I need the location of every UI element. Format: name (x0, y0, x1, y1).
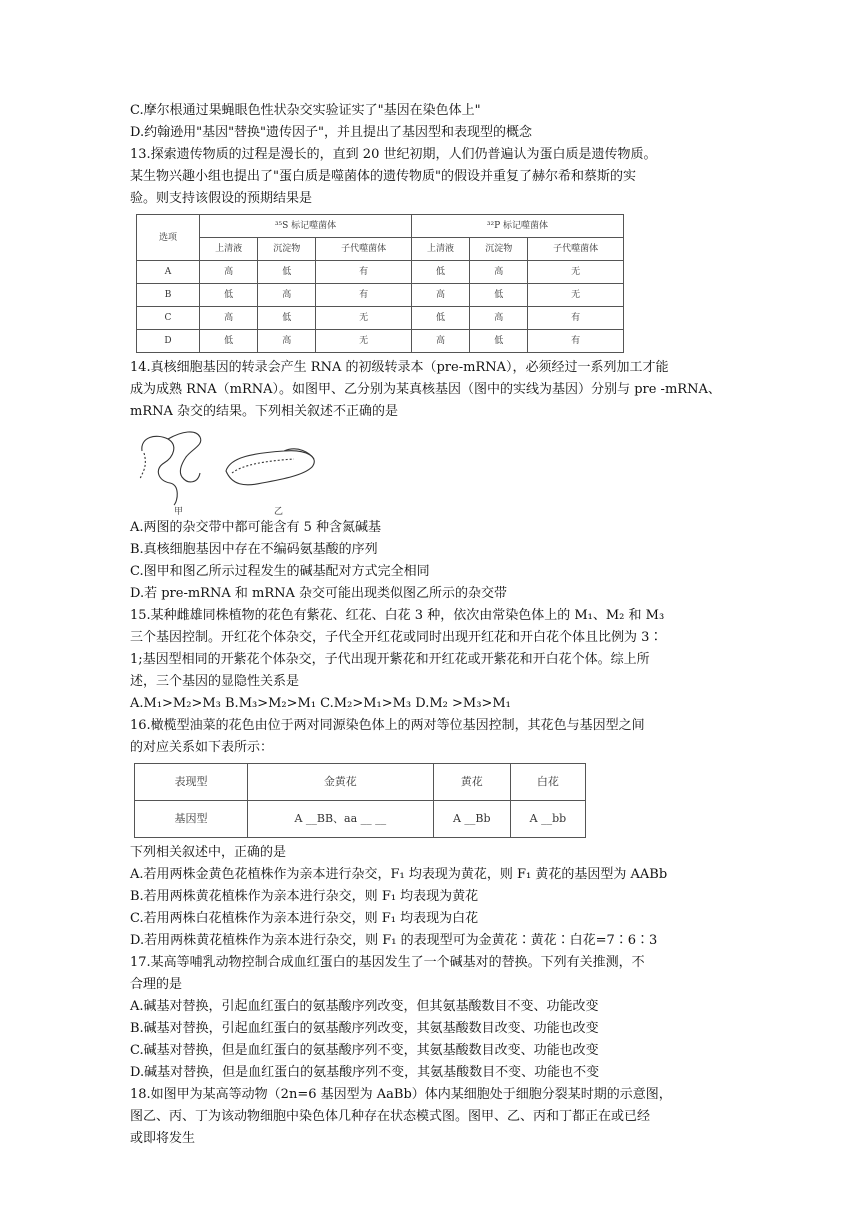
q17-option-a: A.碱基对替换，引起血红蛋白的氨基酸序列改变，但其氨基酸数目不变、功能改变 (130, 999, 599, 1014)
q13-subheader: 上清液 (411, 238, 469, 261)
q17-option-c: C.碱基对替换，但是血红蛋白的氨基酸序列不变，其氨基酸数目改变、功能也改变 (130, 1043, 599, 1058)
table-cell: 有 (528, 330, 624, 353)
table-cell: 高 (258, 284, 316, 307)
table-cell: 黄花 (433, 764, 510, 801)
table-cell: 无 (316, 307, 412, 330)
exam-page (130, 100, 730, 1150)
q17-stem-line2: 合理的是 (130, 977, 183, 992)
table-cell: 高 (411, 284, 469, 307)
table-cell: 有 (528, 307, 624, 330)
q18-stem-line2: 图乙、丙、丁为该动物细胞中染色体几种存在状态模式图。图甲、乙、丙和丁都正在或已经 (130, 1109, 651, 1124)
table-row (135, 764, 586, 801)
table-cell: 无 (528, 284, 624, 307)
q16-stem-line3: 下列相关叙述中，正确的是 (130, 845, 287, 860)
q13-stem-line1: 13.探索遗传物质的过程是漫长的，直到 20 世纪初期，人们仍普遍认为蛋白质是遗传物质。 (130, 147, 657, 162)
q14-stem-line2: 成为成熟 RNA（mRNA）。如图甲、乙分别为某真核基因（图中的实线为基因）分别与 pre -mRNA、 (130, 382, 721, 397)
figure-label-yi: 乙 (274, 507, 284, 517)
table-cell: 低 (411, 261, 469, 284)
table-cell: 高 (470, 307, 528, 330)
table-row (135, 801, 586, 838)
table-cell: A __bb (510, 801, 585, 838)
table-cell: 有 (316, 261, 412, 284)
q18-stem-line1: 18.如图甲为某高等动物（2n=6 基因型为 AaBb）体内某细胞处于细胞分裂某时期的示意图， (130, 1087, 672, 1102)
q15-stem-line4: 述，三个基因的显隐性关系是 (130, 674, 300, 689)
q13-header-s35: ³⁵S 标记噬菌体 (200, 215, 412, 238)
table-cell: 无 (528, 261, 624, 284)
q14-option-a: A.两图的杂交带中都可能含有 5 种含氮碱基 (130, 520, 382, 535)
q12-option-d: D.约翰逊用"基因"替换"遗传因子"，并且提出了基因型和表现型的概念 (130, 125, 533, 140)
q13-subheader: 子代噬菌体 (316, 238, 412, 261)
q15-stem-line1: 15.某种雌雄同株植物的花色有紫花、红花、白花 3 种，依次由常染色体上的 M₁、M₂ 和 M₃ (130, 608, 665, 623)
q13-table (136, 214, 624, 353)
q13-subheader: 沉淀物 (470, 238, 528, 261)
q15-stem-line3: 1;基因型相同的开紫花个体杂交，子代出现开紫花和开红花或开紫花和开白花个体。综上所 (130, 652, 650, 667)
q16-option-b: B.若用两株黄花植株作为亲本进行杂交，则 F₁ 均表现为黄花 (130, 889, 479, 904)
table-cell: 低 (200, 330, 258, 353)
table-cell: 低 (411, 307, 469, 330)
figure-yi-hybrid (226, 451, 314, 485)
table-row (137, 330, 624, 353)
q15-stem-line2: 三个基因控制。开红花个体杂交，子代全开红花或同时出现开红花和开白花个体且比例为 3∶ (130, 630, 663, 645)
q16-table (134, 763, 586, 838)
figure-jia-gene-strand (142, 436, 177, 505)
q13-stem-line2: 某生物兴趣小组也提出了"蛋白质是噬菌体的遗传物质"的假设并重复了赫尔希和蔡斯的实 (130, 169, 636, 184)
table-cell: D (137, 330, 200, 353)
table-cell: 低 (470, 284, 528, 307)
q14-hybridization-figure (134, 427, 354, 515)
q16-header-genotype: 基因型 (135, 801, 248, 838)
table-cell: A __Bb (433, 801, 510, 838)
q14-option-c: C.图甲和图乙所示过程发生的碱基配对方式完全相同 (130, 564, 430, 579)
q16-stem-line2: 的对应关系如下表所示： (130, 740, 274, 755)
table-cell: 低 (258, 261, 316, 284)
q13-header-p32: ³²P 标记噬菌体 (411, 215, 623, 238)
table-cell: A (137, 261, 200, 284)
table-row (137, 307, 624, 330)
table-cell: 无 (316, 330, 412, 353)
figure-yi-inner (232, 459, 294, 473)
table-cell: B (137, 284, 200, 307)
q14-option-d: D.若 pre-mRNA 和 mRNA 杂交可能出现类似图乙所示的杂交带 (130, 586, 508, 601)
q16-header-phenotype: 表现型 (135, 764, 248, 801)
q14-stem-line1: 14.真核细胞基因的转录会产生 RNA 的初级转录本（pre-mRNA），必须经过一系列加工才能 (130, 360, 669, 375)
q13-subheader: 上清液 (200, 238, 258, 261)
q14-stem-line3: mRNA 杂交的结果。下列相关叙述不正确的是 (130, 404, 399, 419)
hybrid-diagram (134, 427, 354, 515)
q13-subheader: 子代噬菌体 (528, 238, 624, 261)
q16-option-a: A.若用两株金黄色花植株作为亲本进行杂交，F₁ 均表现为黄花，则 F₁ 黄花的基因型为 AABb (130, 867, 668, 882)
q17-stem-line1: 17.某高等哺乳动物控制合成血红蛋白的基因发生了一个碱基对的替换。下列有关推测，不 (130, 955, 645, 970)
table-cell: 低 (258, 307, 316, 330)
table-cell: 低 (470, 330, 528, 353)
table-row (137, 261, 624, 284)
q13-stem-line3: 验。则支持该假设的预期结果是 (130, 191, 313, 206)
q16-option-d: D.若用两株黄花植株作为亲本进行杂交，则 F₁ 的表现型可为金黄花∶黄花∶白花=7∶6∶3 (130, 933, 658, 948)
table-cell: C (137, 307, 200, 330)
table-cell: A __BB、aa __ __ (248, 801, 434, 838)
q15-options: A.M₁>M₂>M₃ B.M₃>M₂>M₁ C.M₂>M₁>M₃ D.M₂ >M₃>M₁ (130, 696, 511, 711)
table-cell: 高 (200, 261, 258, 284)
q16-stem-line1: 16.橄榄型油菜的花色由位于两对同源染色体上的两对等位基因控制，其花色与基因型之间 (130, 718, 645, 733)
table-cell: 低 (200, 284, 258, 307)
table-cell: 白花 (510, 764, 585, 801)
table-cell: 高 (258, 330, 316, 353)
q17-option-b: B.碱基对替换，引起血红蛋白的氨基酸序列改变，其氨基酸数目改变、功能也改变 (130, 1021, 599, 1036)
table-row (137, 284, 624, 307)
figure-jia-loop (168, 432, 201, 482)
q16-option-c: C.若用两株白花植株作为亲本进行杂交，则 F₁ 均表现为白花 (130, 911, 479, 926)
figure-label-jia: 甲 (174, 507, 184, 517)
table-cell: 高 (470, 261, 528, 284)
table-cell: 有 (316, 284, 412, 307)
q17-option-d: D.碱基对替换，但是血红蛋白的氨基酸序列不变，其氨基酸数目不变、功能也不变 (130, 1065, 600, 1080)
q13-subheader: 沉淀物 (258, 238, 316, 261)
q12-option-c: C.摩尔根通过果蝇眼色性状杂交实验证实了"基因在染色体上" (130, 103, 481, 118)
q13-header-option: 选项 (137, 215, 200, 261)
q14-option-b: B.真核细胞基因中存在不编码氨基酸的序列 (130, 542, 378, 557)
figure-jia-dashed-strand (140, 453, 145, 479)
table-cell: 高 (411, 330, 469, 353)
table-cell: 金黄花 (248, 764, 434, 801)
q18-stem-line3: 或即将发生 (130, 1131, 196, 1146)
table-cell: 高 (200, 307, 258, 330)
